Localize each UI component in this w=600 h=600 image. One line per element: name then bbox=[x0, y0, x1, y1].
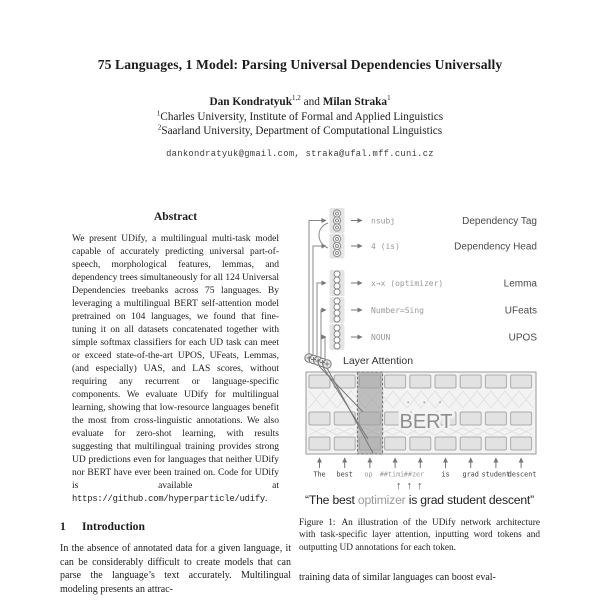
input-token: ##timi bbox=[379, 470, 405, 478]
dependency-head-stack bbox=[330, 234, 345, 259]
author-separator: and bbox=[300, 96, 323, 108]
input-token: student bbox=[481, 470, 511, 478]
classifier-stacks bbox=[330, 208, 345, 350]
biaffine-arc bbox=[319, 223, 328, 248]
ufeats-stack bbox=[330, 297, 345, 323]
ellipsis-dots: · · · bbox=[406, 394, 447, 409]
section-heading-introduction: 1 Introduction bbox=[60, 520, 145, 533]
introduction-text: In the absence of annotated data for a given language, it can be considerably difficult to create models that can parse the language’s text accurately. Multilingual modeling presents an attrac- bbox=[60, 543, 291, 595]
layer-attention-label: Layer Attention bbox=[343, 355, 414, 367]
output-value-lemma: x→x (optimizer) bbox=[371, 278, 444, 288]
input-token: descent bbox=[507, 470, 537, 478]
input-token: best bbox=[336, 470, 353, 478]
lemma-stack bbox=[330, 270, 345, 296]
layer-attention-rails bbox=[309, 221, 326, 362]
input-token: The bbox=[313, 470, 326, 478]
left-column bbox=[60, 210, 291, 600]
input-token: ##zer bbox=[403, 470, 425, 478]
right-column bbox=[299, 206, 540, 594]
output-value-upos: NOUN bbox=[371, 332, 391, 342]
figure-caption: Figure 1: An illustration of the UDify network architecture with task-specific layer attention, inputting word tokens and outputting UD annotations for each token. bbox=[299, 518, 540, 553]
dependency-tag-stack bbox=[330, 208, 345, 233]
right-column-body-text: training data of similar languages can boost eval- bbox=[299, 571, 496, 583]
task-label-lemma: Lemma bbox=[503, 278, 537, 290]
bert-block bbox=[306, 372, 536, 454]
output-arrows bbox=[351, 221, 362, 338]
task-label-upos: UPOS bbox=[508, 332, 537, 344]
figure-quote: “The best optimizer is grad student descent” bbox=[305, 493, 534, 507]
task-label-dephead: Dependency Head bbox=[454, 241, 537, 253]
figure-caption-label: Figure 1: bbox=[299, 518, 336, 528]
bert-label: BERT bbox=[399, 411, 453, 433]
abstract-heading: Abstract bbox=[153, 210, 198, 223]
affiliation-2: $^2$Saarland University, Department of Computational Linguistics bbox=[157, 123, 443, 137]
output-value-dephead: 4 (is) bbox=[371, 241, 400, 251]
udify-repo-url[interactable]: https://github.com/hyperparticle/udify bbox=[72, 494, 266, 504]
input-token: op bbox=[364, 470, 373, 478]
highlighted-token-column bbox=[357, 372, 382, 454]
task-labels bbox=[454, 216, 537, 344]
affiliation-1: $^1$Charles University, Institute of Formal and Applied Linguistics bbox=[156, 109, 444, 123]
quote-gray-word: optimizer bbox=[357, 493, 406, 507]
author-line bbox=[0, 96, 600, 108]
layer-attention-nodes bbox=[305, 354, 331, 368]
output-value-deptag: nsubj bbox=[371, 216, 396, 226]
udify-architecture-figure bbox=[299, 206, 540, 478]
input-token: grad bbox=[462, 470, 479, 478]
author-2: Milan Straka bbox=[322, 96, 388, 108]
task-label-deptag: Dependency Tag bbox=[462, 216, 537, 227]
upos-stack bbox=[330, 324, 345, 350]
author-2-superscript: 1 bbox=[387, 94, 391, 103]
abstract-text: We present UDify, a multilingual multi-task model capable of accurately predicting universal part-of-speech, morphological features, lemmas, and dependency trees simultaneously for all 124 Universal Dependencies treebanks across 75 languages. By leveraging a multilingual BERT self-attention model pretrained on 104 languages, we found that fine-tuning it on all datasets concatenated together with simple softmax classifiers for each UD task can meet or exceed state-of-the-art UPOS, UFeats, Lemmas, (and especially) UAS, and LAS scores, without requiring any recurrent or language-specific components. We evaluate UDify for multilingual learning, showing that low-resource languages benefit the most from cross-linguistic annotations. We also evaluate for zero-shot learning, with results suggesting that multilingual training provides strong UD predictions even for languages that neither UDify nor BERT have ever been trained on. Code for UDify is available at https://github.com/hyperparticle/udify. bbox=[72, 234, 279, 504]
task-label-ufeats: UFeats bbox=[504, 305, 537, 317]
input-tokens bbox=[313, 471, 536, 479]
page-title: 75 Languages, 1 Model: Parsing Universal Dependencies Universally bbox=[97, 57, 503, 72]
author-1: Dan Kondratyuk bbox=[209, 96, 292, 108]
output-value-ufeats: Number=Sing bbox=[371, 305, 424, 315]
output-values bbox=[371, 216, 443, 341]
subword-arrows: ↑↑↑ bbox=[396, 480, 428, 492]
email-line: dankondratyuk@gmail.com, straka@ufal.mff.cuni.cz bbox=[166, 149, 434, 159]
author-1-superscript: 1,2 bbox=[292, 94, 301, 103]
token-input-arrows bbox=[320, 458, 522, 468]
input-token: is bbox=[441, 470, 450, 478]
